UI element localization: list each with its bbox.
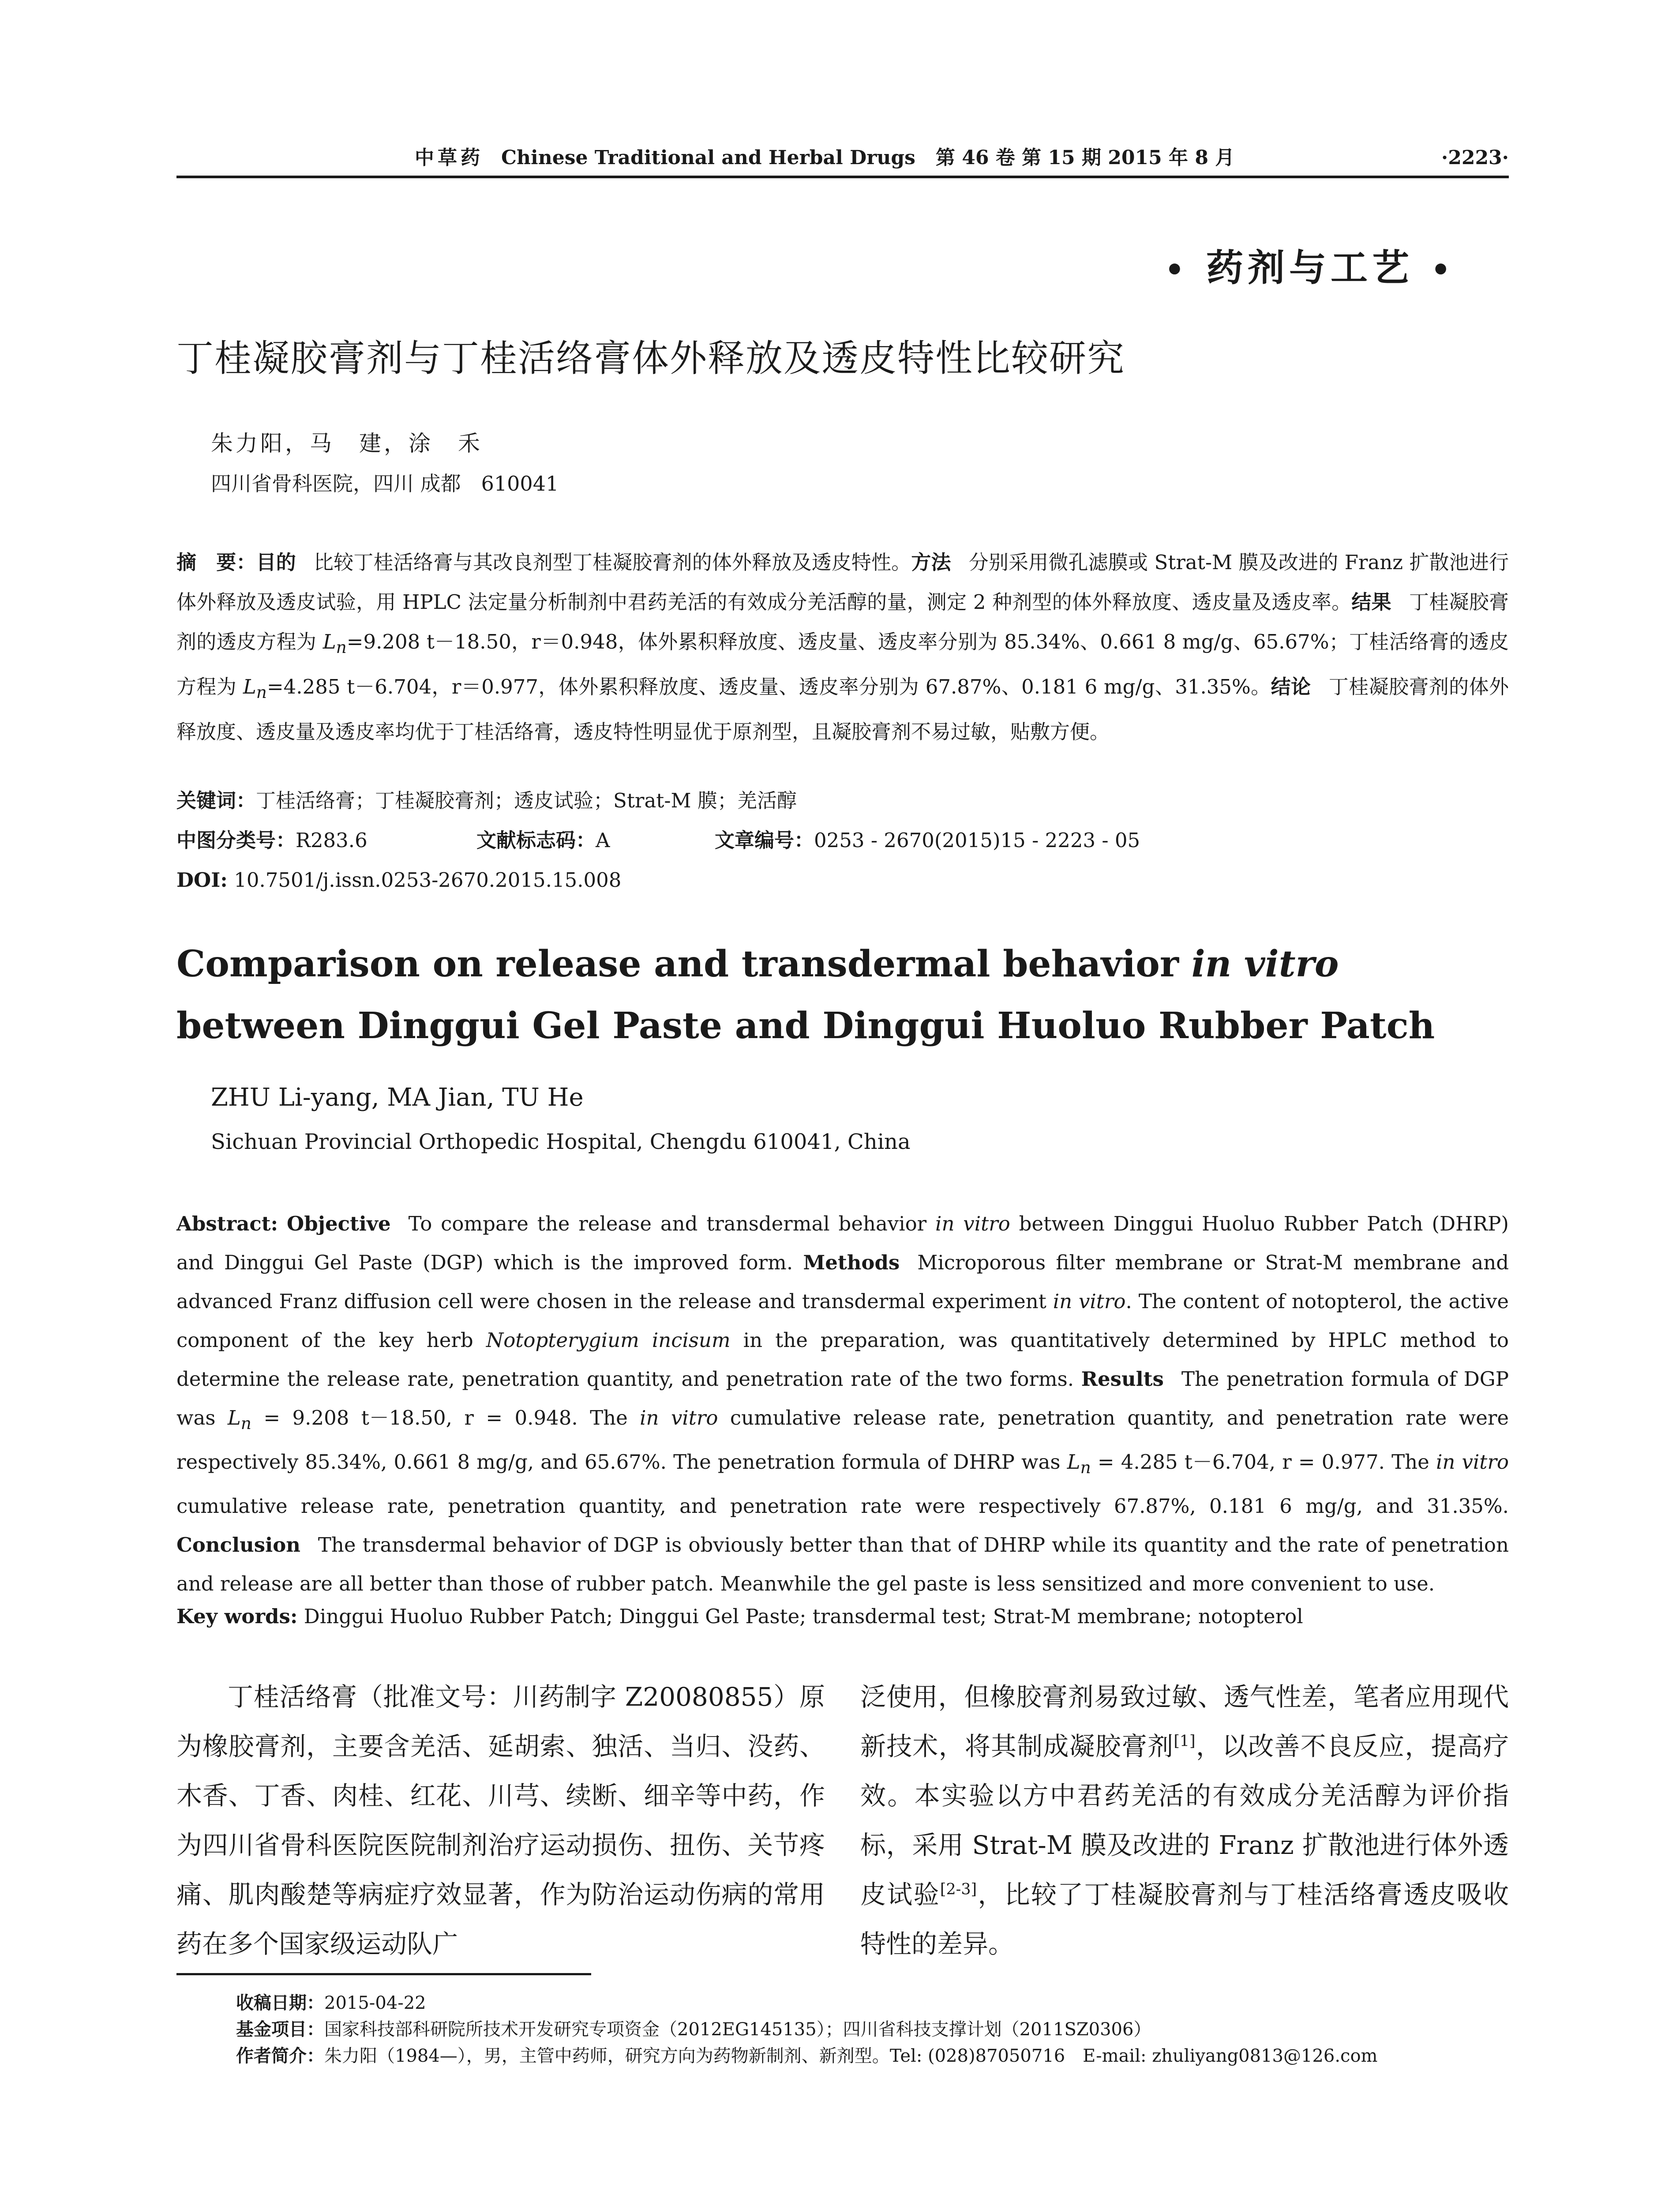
document-code: 文献标志码：A [476, 829, 610, 852]
results-label-cn: 结果 [1351, 590, 1391, 614]
section-title: 药剂与工艺 [1206, 246, 1414, 289]
journal-name-en: Chinese Traditional and Herbal Drugs [501, 146, 915, 169]
doi-value[interactable]: 10.7501/j.issn.0253-2670.2015.15.008 [234, 868, 622, 892]
header-rule [176, 176, 1509, 178]
abstract-cn-label: 摘 要： [176, 551, 256, 574]
keywords-cn-label: 关键词： [176, 789, 256, 812]
eq-var-en-1: $L_n$ [227, 1406, 251, 1433]
body-column-left: 丁桂活络膏（批准文号：川药制字 Z20080855）原为橡胶膏剂，主要含羌活、延胡索、独活、当归、没药、木香、丁香、肉桂、红花、川芎、续断、细辛等中药，作为四川省骨科医院医院制剂治疗运动损伤、扭伤、关节疼痛、肌肉酸楚等病症疗效显著，作为防治运动伤病的常用药在多个国家级运动队广 [176, 1682, 825, 1959]
footnote-author-bio: 作者简介：朱力阳（1984—），男，主管中药师，研究方向为药物新制剂、新剂型。Tel: (028)87050716 E-mail: zhuliyang0813@126.com [236, 2046, 1378, 2066]
affiliation-en: Sichuan Provincial Orthopedic Hospital, Chengdu 610041, China [211, 1129, 911, 1154]
eq-var-cn-2: $L_n$ [243, 675, 267, 702]
keywords-en-label: Key words: [176, 1605, 298, 1628]
results-label-en: Results [1081, 1367, 1164, 1391]
article-number: 文章编号：0253 - 2670(2015)15 - 2223 - 05 [715, 829, 1140, 852]
footnote-rule [176, 1973, 591, 1975]
abstract-en-label: Abstract: [176, 1212, 278, 1235]
page-number: ·2223· [1441, 146, 1509, 169]
herb-name: Notopterygium incisum [486, 1328, 731, 1352]
objective-label-cn: 目的 [256, 551, 296, 574]
methods-label-cn: 方法 [911, 551, 951, 574]
conclusion-label-en: Conclusion [176, 1533, 300, 1557]
keywords-en-text: Dinggui Huoluo Rubber Patch; Dinggui Gel Paste; transdermal test; Strat-M membrane; notopterol [304, 1605, 1303, 1628]
title-cn: 丁桂凝胶膏剂与丁桂活络膏体外释放及透皮特性比较研究 [176, 337, 1125, 380]
equation-cn-1: =9.208 t－18.50，r＝0.948 [346, 630, 618, 653]
eq-var-en-2: $L_n$ [1067, 1450, 1091, 1477]
citation-2-3[interactable]: [2-3] [940, 1880, 977, 1898]
clc-number: 中图分类号：R283.6 [176, 829, 368, 852]
running-header [176, 140, 1509, 176]
equation-cn-2: =4.285 t－6.704，r＝0.977 [266, 675, 539, 698]
conclusion-cn: 丁桂凝胶膏剂的体外释放度、透皮量及透皮率均优于丁桂活络膏，透皮特性明显优于原剂型，且凝胶膏剂不易过敏，贴敷方便。 [176, 675, 1509, 743]
results-cn-3: ，体外累积释放度、透皮量、透皮率分别为 67.87%、0.181 6 mg/g、31.35%。 [538, 675, 1271, 698]
journal-name-cn: 中草药 [415, 146, 484, 169]
objective-label-en: Objective [287, 1212, 391, 1235]
abstract-en: Abstract: Objective To compare the release and transdermal behavior in vitro between Dinggui Huoluo Rubber Patch (DHRP) and Dinggui Gel Paste (DGP) which is the improved form. Methods Microporous filter membrane or Strat-M membrane and advanced Franz diffusion cell were chosen in the release and transdermal experiment in vitro. The content of notopterol, the active component of the key herb Notopterygium incisum in the preparation, was quantitatively determined by HPLC method to determine the release rate, penetration quantity, and penetration rate of the two forms. Results The penetration formula of DGP was $L_n = 9.208$ t－18.50, r = 0.948. The in vitro cumulative release rate, penetration quantity, and penetration rate were respectively 85.34%, 0.661 8 mg/g, and 65.67%. The penetration formula of DHRP was $L_n = 4.285$ t－6.704, r = 0.977. The in vitro cumulative release rate, penetration quantity, and penetration rate were respectively 67.87%, 0.181 6 mg/g, and 31.35%. Conclusion The transdermal behavior of DGP is obviously better than that of DHRP while its quantity and the rate of penetration and release are all better than those of rubber patch. Meanwhile the gel paste is less sensitized and more convenient to use. [176, 1212, 1509, 1595]
conclusion-label-cn: 结论 [1271, 675, 1311, 698]
footnote-received: 收稿日期：2015-04-22 [236, 1993, 426, 2013]
doi-line [176, 860, 1509, 900]
affiliation-cn: 四川省骨科医院，四川 成都 610041 [211, 472, 559, 495]
methods-label-en: Methods [803, 1251, 900, 1274]
keywords-en [176, 1597, 1509, 1636]
objective-cn: 比较丁桂活络膏与其改良剂型丁桂凝胶膏剂的体外释放及透皮特性。 [313, 551, 911, 574]
methods-cn: 分别采用微孔滤膜或 Strat-M 膜及改进的 Franz 扩散池进行体外释放及透皮试验，用 HPLC 法定量分析制剂中君药羌活的有效成分羌活醇的量，测定 2 种剂型的体外释放度、透皮量及透皮率。 [176, 551, 1509, 614]
eq-var-cn-1: $L_n$ [322, 630, 347, 657]
results-cn-1: 丁桂凝胶膏剂的透皮方程为 [176, 590, 1509, 653]
abstract-cn [176, 543, 1509, 752]
journal-name [415, 140, 1234, 176]
conclusion-en: The transdermal behavior of DGP is obviously better than that of DHRP while its quantity and the rate of penetration and release are all better than those of rubber patch. Meanwhile the gel paste is less sensitized and more convenient to use. [176, 1533, 1509, 1595]
authors-en: ZHU Li-yang, MA Jian, TU He [211, 1083, 584, 1112]
authors-cn: 朱力阳，马 建，涂 禾 [211, 431, 483, 456]
keywords-cn-text: 丁桂活络膏；丁桂凝胶膏剂；透皮试验；Strat-M 膜；羌活醇 [256, 789, 797, 812]
body-column-right: 泛使用，但橡胶膏剂易致过敏、透气性差，笔者应用现代新技术，将其制成凝胶膏剂[1]，以改善不良反应，提高疗效。本实验以方中君药羌活的有效成分羌活醇为评价指标，采用 Strat-M 膜及改进的 Franz 扩散池进行体外透皮试验[2-3]，比较了丁桂凝胶膏剂与丁桂活络膏透皮吸收特性的差异。 [860, 1682, 1509, 1959]
citation-1[interactable]: [1] [1174, 1732, 1196, 1750]
keywords-cn [176, 781, 1509, 821]
issue-info: 第 46 卷 第 15 期 2015 年 8 月 [935, 146, 1235, 169]
section-heading: • 药剂与工艺 • [1165, 246, 1455, 289]
footnote-funding: 基金项目：国家科技部科研院所技术开发研究专项资金（2012EG145135）；四川省科技支撑计划（2011SZ0306） [236, 2019, 1151, 2040]
title-en: Comparison on release and transdermal behavior in vitro between Dinggui Gel Paste and Dinggui Huoluo Rubber Patch [176, 943, 1435, 1047]
doi-label: DOI: [176, 868, 228, 892]
results-cn-2: ，体外累积释放度、透皮量、透皮率分别为 85.34%、0.661 8 mg/g、65.67%；丁桂活络膏的透皮方程为 [176, 630, 1509, 698]
